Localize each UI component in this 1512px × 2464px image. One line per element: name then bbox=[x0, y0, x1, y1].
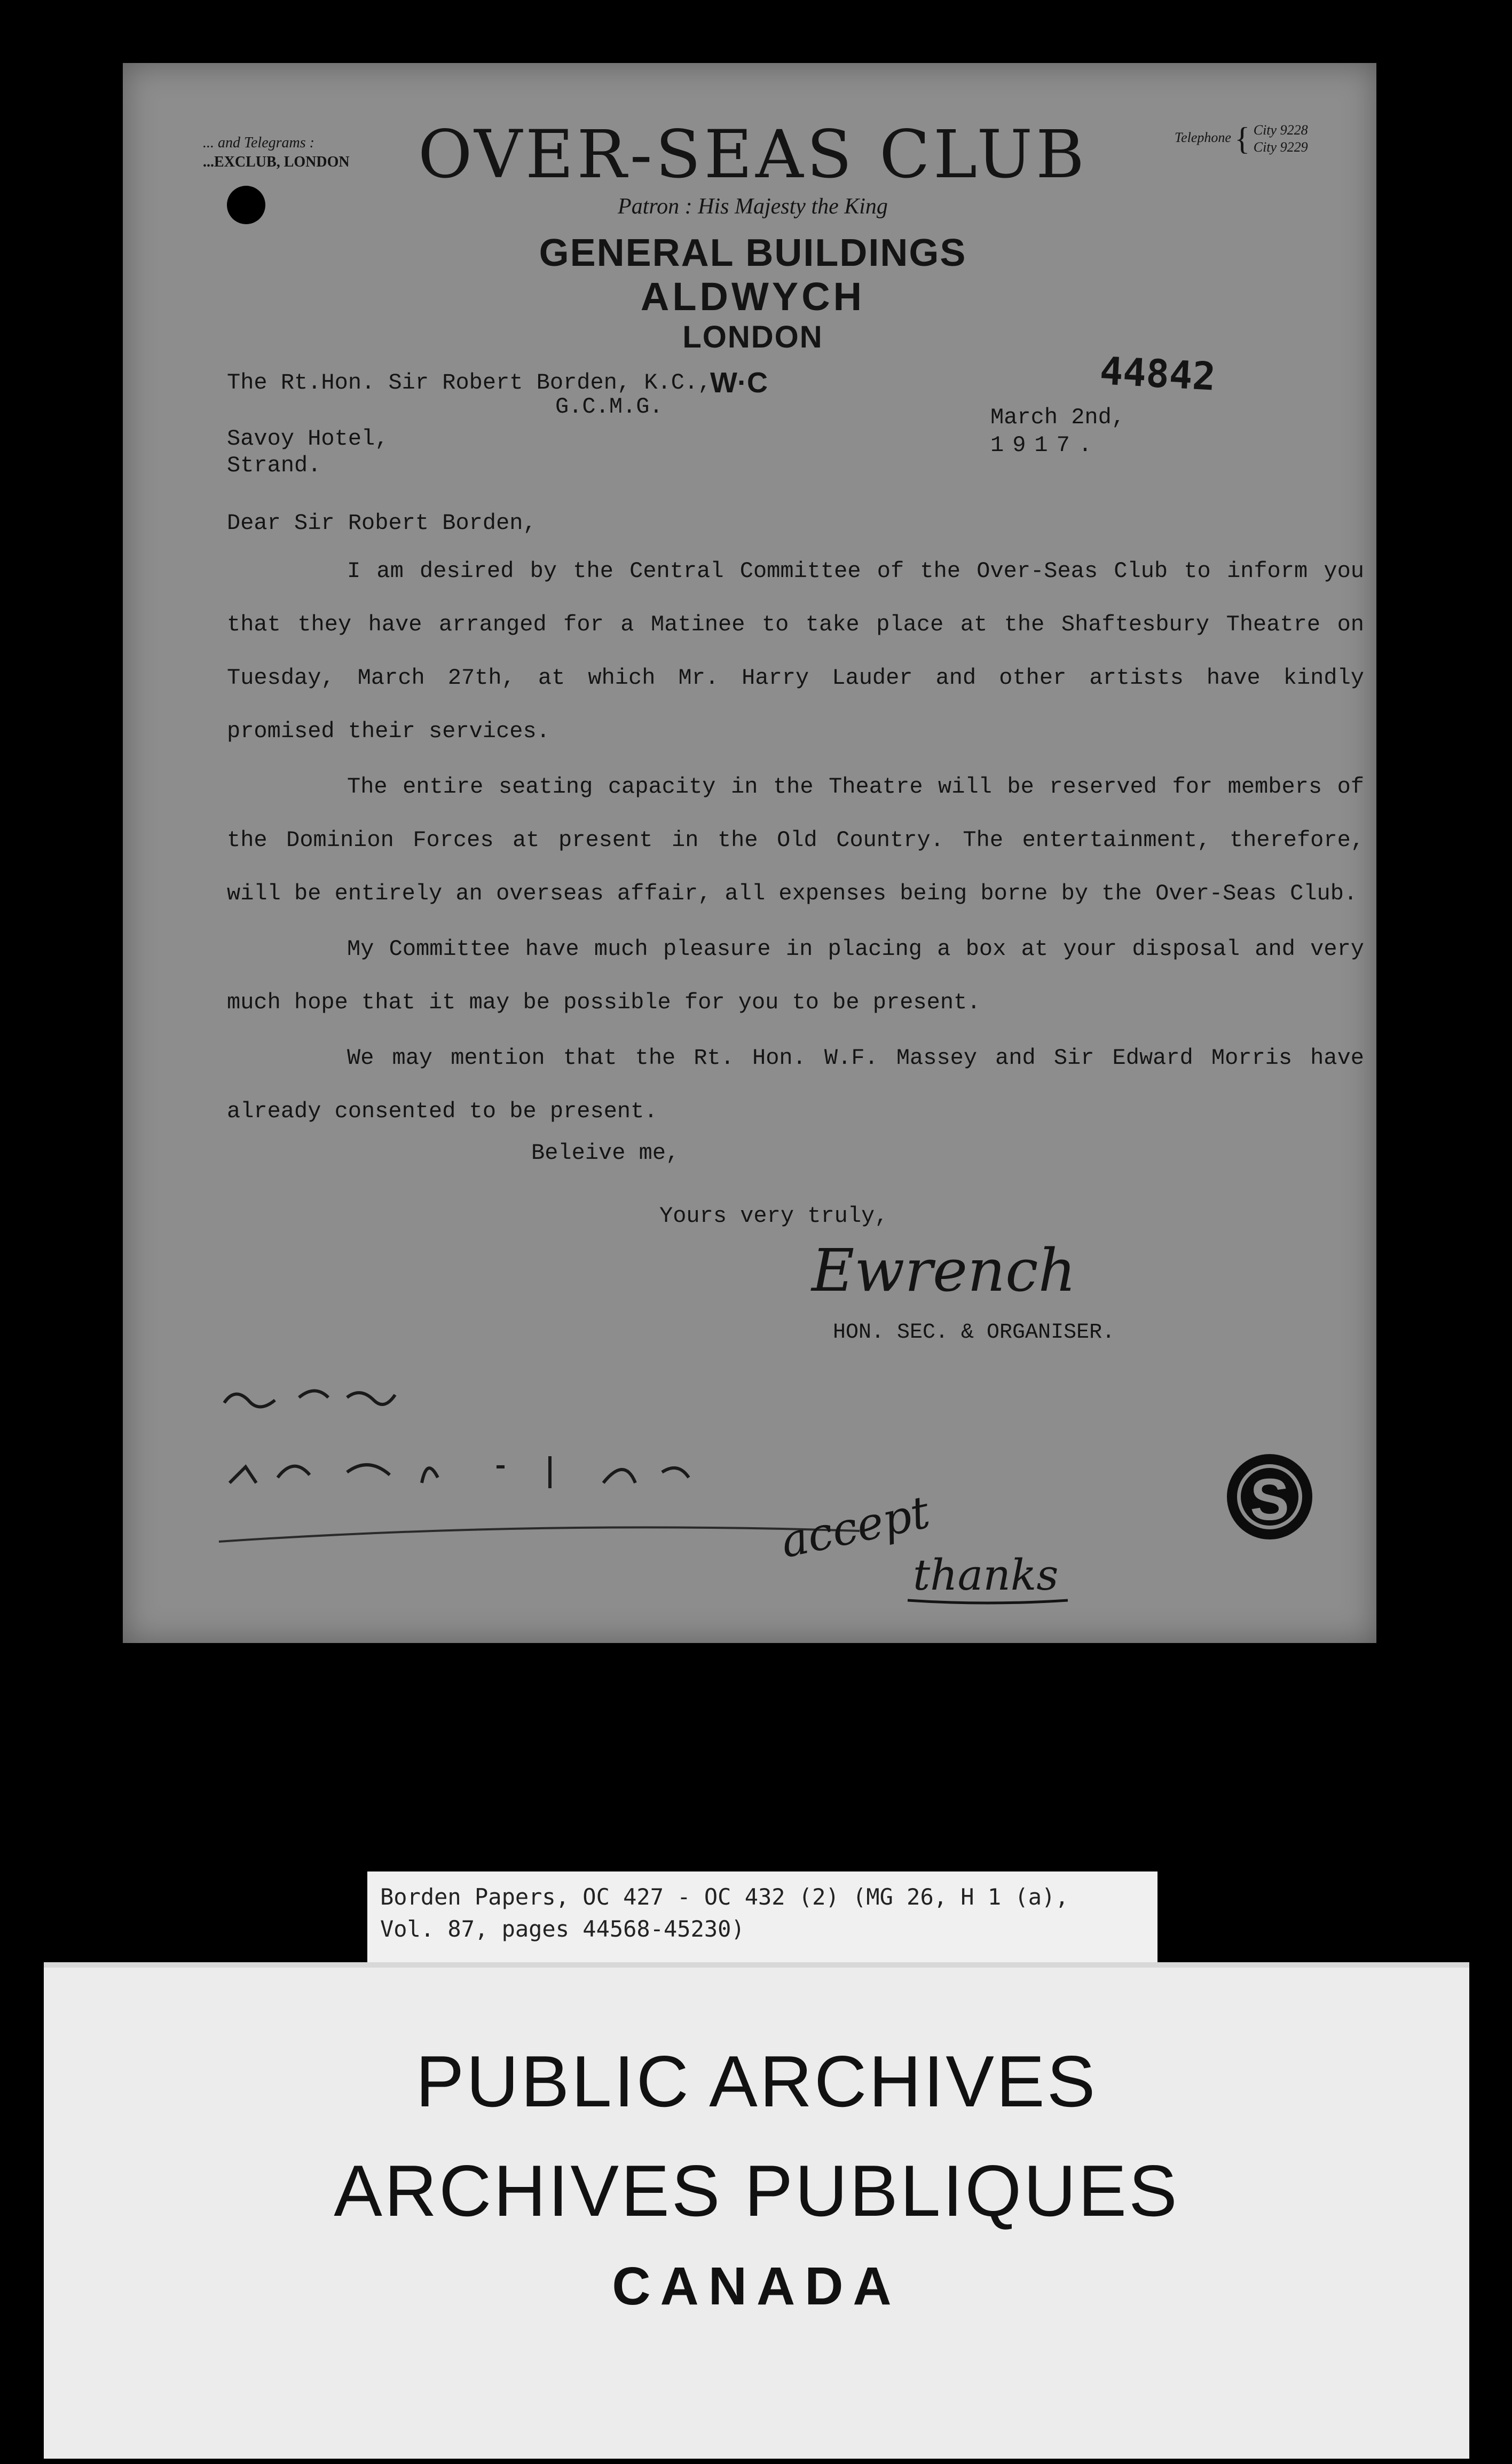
archives-card bbox=[44, 1962, 1469, 2459]
telephone-line2: City 9229 bbox=[1253, 139, 1308, 155]
margin-note-accept: accept bbox=[776, 1486, 934, 1568]
telegram-line1: ... and Telegrams : bbox=[203, 135, 314, 151]
pencil-note-line2 bbox=[230, 1456, 689, 1488]
handwriting-layer bbox=[123, 63, 1376, 1643]
stationer-logo-icon: S bbox=[1227, 1454, 1312, 1539]
brace-icon: { bbox=[1234, 121, 1250, 156]
address-line3: LONDON bbox=[682, 320, 823, 354]
paragraph: My Committee have much pleasure in placing a box at your disposal and very much hope that it may be possible for you to be present. bbox=[227, 936, 1364, 1015]
thanks-underline bbox=[908, 1600, 1068, 1603]
letter-document bbox=[123, 63, 1376, 1643]
date-line2: 1917. bbox=[990, 432, 1101, 458]
document-number-stamp: 44842 bbox=[1098, 348, 1217, 399]
recipient-line3: Savoy Hotel, bbox=[227, 426, 389, 452]
date-line1: March 2nd, bbox=[990, 405, 1125, 430]
pencil-note-line1 bbox=[224, 1391, 395, 1407]
recipient-line2: G.C.M.G. bbox=[555, 394, 663, 420]
signature: Ewrench bbox=[812, 1236, 1076, 1305]
telegram-line2: ...EXCLUB, LONDON bbox=[203, 154, 350, 170]
paragraph: The entire seating capacity in the Theatre will be reserved for members of the Dominion Forces at present in the Old Country. The entertainment, therefore, will be entirely an overseas affair, all expenses being borne by the Over-Seas Club. bbox=[227, 774, 1364, 906]
pencil-underline bbox=[219, 1527, 860, 1542]
closing-line2: Yours very truly, bbox=[659, 1203, 888, 1229]
archives-line1: PUBLIC ARCHIVES bbox=[415, 2041, 1098, 2122]
recipient-line1: The Rt.Hon. Sir Robert Borden, K.C., bbox=[227, 370, 712, 396]
paragraph: I am desired by the Central Committee of the Over-Seas Club to inform you that they have arranged for a Matinee to take place at the Shaftesbury Theatre on Tuesday, March 27th, at which Mr. Harry Lauder and other artists have kindly promised their services. bbox=[227, 558, 1364, 744]
salutation: Dear Sir Robert Borden, bbox=[227, 510, 537, 536]
archives-line2: ARCHIVES PUBLIQUES bbox=[334, 2150, 1179, 2231]
patron-line: Patron : His Majesty the King bbox=[618, 194, 888, 219]
club-title: OVER-SEAS CLUB bbox=[418, 116, 1088, 193]
signatory-title: HON. SEC. & ORGANISER. bbox=[833, 1321, 1115, 1345]
address-line4: W·C bbox=[710, 367, 768, 399]
reference-line1: Borden Papers, OC 427 - OC 432 (2) (MG 26, H 1 (a), bbox=[380, 1884, 1069, 1910]
margin-note-thanks: thanks bbox=[913, 1550, 1059, 1600]
reference-label bbox=[367, 1871, 1157, 1962]
recipient-line4: Strand. bbox=[227, 453, 321, 478]
reference-line2: Vol. 87, pages 44568-45230) bbox=[380, 1916, 745, 1942]
address-line1: GENERAL BUILDINGS bbox=[539, 232, 967, 274]
archives-line3: CANADA bbox=[612, 2256, 901, 2316]
address-line2: ALDWYCH bbox=[640, 274, 865, 319]
closing-line1: Beleive me, bbox=[531, 1140, 680, 1166]
telephone-line1: City 9228 bbox=[1253, 122, 1308, 138]
telephone-label: Telephone bbox=[1175, 129, 1231, 145]
paragraph: We may mention that the Rt. Hon. W.F. Massey and Sir Edward Morris have already consented to be present. bbox=[227, 1045, 1364, 1124]
